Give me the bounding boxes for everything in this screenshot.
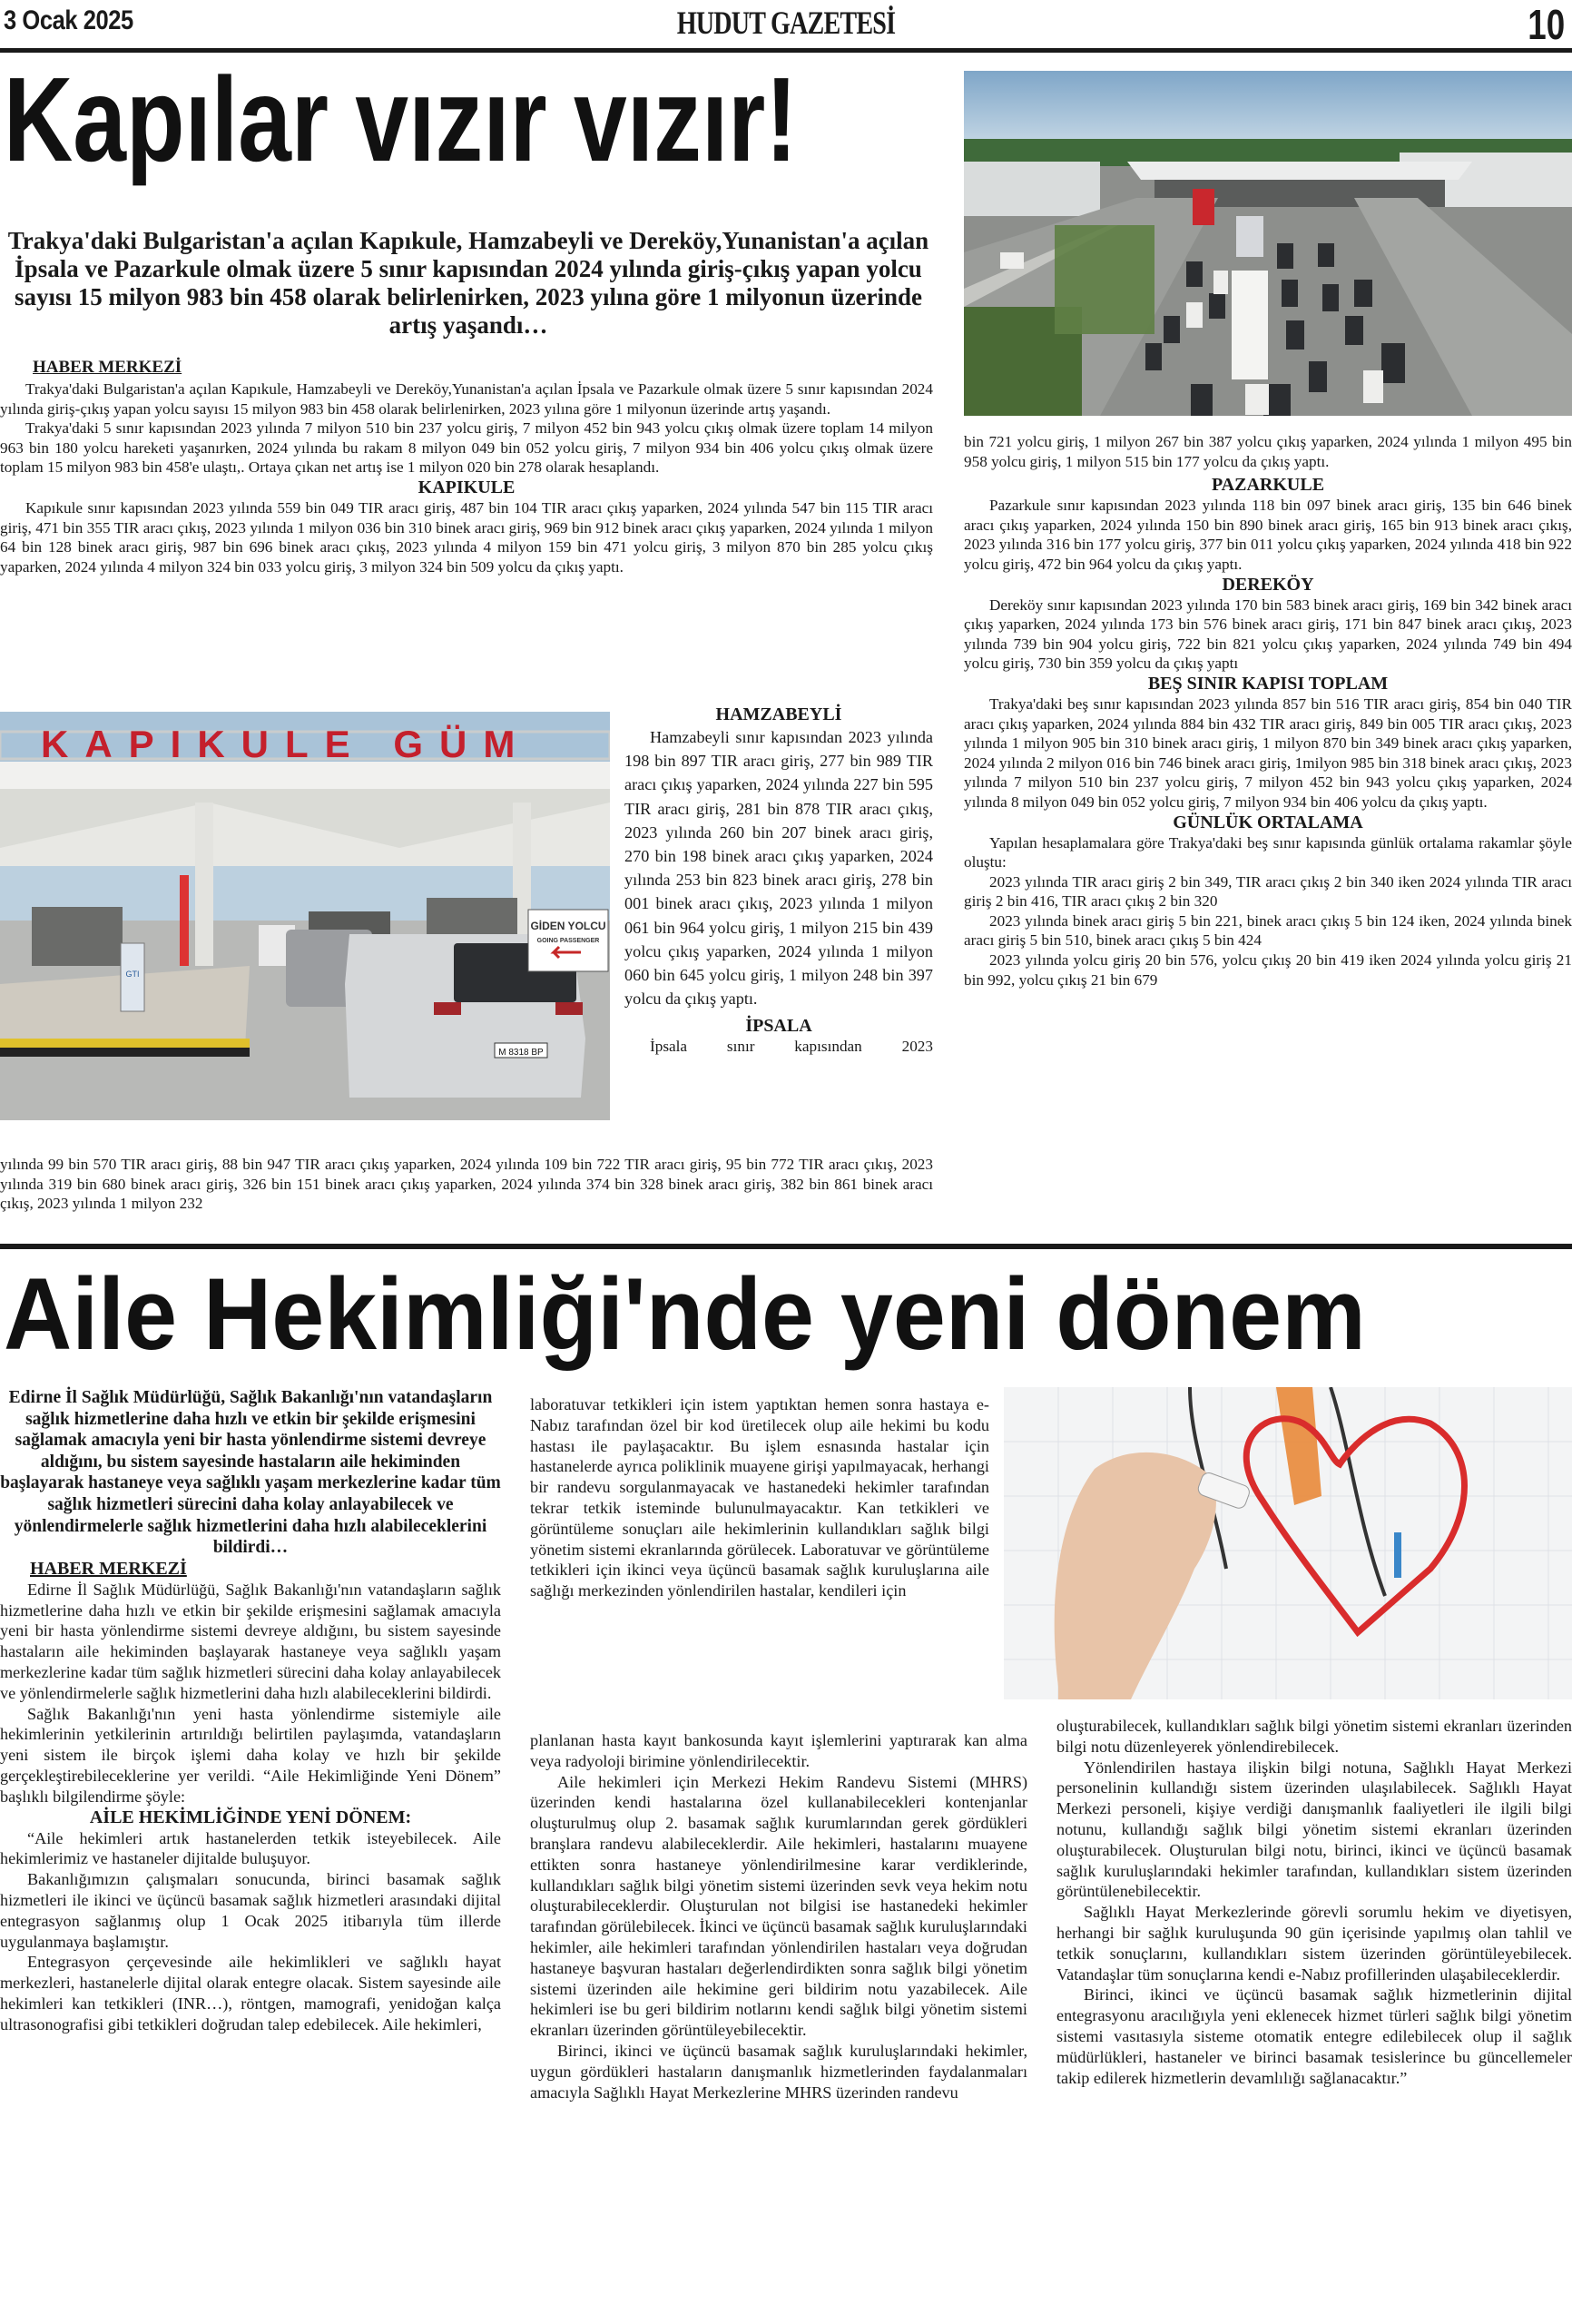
ipsala-continued xyxy=(0,1155,933,1214)
kapikule-gate-image xyxy=(0,712,610,1120)
article2-paragraph: Birinci, ikinci ve üçüncü basamak sağlık hizmetlerinin dijital entegrasyonu aracılığıyla yeni eklenecek hizmet türleri sağlık bilgi yönetim sistemi vasıtasıyla sisteme otomatik entegre edilebilecek olup il sağlık müdürlükleri, hastaneler ve birinci basamak tesislerince bu güncellemeler takip edilerek hizmetlerin devamlılığı sağlanacaktır.” xyxy=(1056,1985,1572,2087)
lane-sign-tr: GİDEN YOLCU xyxy=(530,920,606,932)
article2-paragraph: Sağlık Bakanlığı'nın yeni hasta yönlendirme sistemiyle aile hekimlerinin yetkilerinin artırıldığı belirtilen paylaşımda, vatandaşların yeni sistem ile birçok işlemi daha kolay ve hızlı bir şekilde gerçekleştirebileceklerine yer verildi. “Aile Hekimliğinde Yeni Dönem” başlıklı bilgilendirme şöyle: xyxy=(0,1704,501,1806)
section-text-derekoy: Dereköy sınır kapısından 2023 yılında 170 bin 583 binek aracı giriş, 169 bin 342 binek aracı çıkış yaparken, 2024 yılında 173 bin 576 binek aracı giriş, 171 bin 847 binek aracı çıkış, 2023 yılında 739 bin 904 yolcu giriş, 722 bin 821 yolcu çıkış yaparken, 2024 yılında 749 bin 494 yolcu giriş, 730 bin 359 yolcu da çıkış yaptı xyxy=(964,596,1572,673)
section-text-kapikule: Kapıkule sınır kapısından 2023 yılında 559 bin 049 TIR aracı giriş, 487 bin 104 TIR aracı çıkış yaparken, 2024 yılında 547 bin 115 TIR aracı giriş, 471 bin 355 TIR aracı çıkış, 2023 yılında 1 milyon 036 bin 310 binek aracı giriş, 969 bin 912 binek aracı çıkış yaparken, 2024 yılında 1 milyon 64 bin 128 binek aracı giriş, 987 bin 696 binek aracı çıkış, 2023 yılında 4 milyon 159 bin 471 yolcu giriş, 3 milyon 870 bin 285 yolcu çıkış yaparken, 2024 yılında 4 milyon 324 bin 033 yolcu giriş, 3 milyon 324 bin 509 yolcu da çıkış yaptı. xyxy=(0,498,933,576)
kapikule-photo xyxy=(0,712,610,1120)
gunluk-paragraph: 2023 yılında yolcu giriş 20 bin 576, yolcu çıkış 20 bin 419 iken 2024 yılında yolcu giriş 21 bin 992, yolcu çıkış 21 bin 679 xyxy=(964,951,1572,989)
article2-byline: HABER MERKEZİ xyxy=(30,1558,187,1579)
article1-body-wide xyxy=(0,379,933,576)
doctor-heart-photo xyxy=(1004,1387,1572,1699)
section-text-pazarkule: Pazarkule sınır kapısından 2023 yılında 118 bin 097 binek aracı giriş, 135 bin 646 binek aracı çıkış yaparken, 2024 yılında 150 bin 890 binek aracı giriş, 165 bin 913 binek aracı çıkış, 2023 yılında 316 bin 177 yolcu giriş, 377 bin 011 yolcu çıkış yaparken, 2024 yılında 418 bin 922 yolcu giriş, 472 bin 964 yolcu da çıkış yaptı. xyxy=(964,497,1572,573)
article1-paragraph: Trakya'daki 5 sınır kapısından 2023 yılında 7 milyon 510 bin 237 yolcu giriş, 7 milyon 452 bin 943 yolcu çıkış olmak üzere toplam 14 milyon 963 bin 180 yolcu hareketi yaşanırken, 2024 yılında bu rakam 8 milyon 049 bin 052 yolcu giriş, 7 milyon 934 bin 406 yolcu çıkış olmak üzere toplam 15 milyon 983 bin 458'e ulaştı,. Ortaya çıkan net artış ise 1 milyon 020 bin 278 olarak hesaplandı. xyxy=(0,419,933,477)
article2-column-1 xyxy=(0,1387,501,2034)
section-title-derekoy: DEREKÖY xyxy=(1222,574,1314,595)
section-title-gunluk: GÜNLÜK ORTALAMA xyxy=(1173,812,1363,832)
article1-byline: HABER MERKEZİ xyxy=(33,358,182,377)
article-separator xyxy=(0,1244,1572,1249)
article2-paragraph: planlanan hasta kayıt bankosunda kayıt işlemlerini yaptırarak kan alma veya radyoloji birimine yönlendirilecektir. xyxy=(530,1731,1027,1770)
section-title-ipsala: İPSALA xyxy=(745,1016,812,1037)
gunluk-paragraph: 2023 yılında TIR aracı giriş 2 bin 349, TIR aracı çıkış 2 bin 340 iken 2024 yılında TIR aracı giriş 2 bin 416, TIR aracı çıkış 2 bin 320 xyxy=(964,872,1572,911)
article1-right-column xyxy=(964,432,1572,990)
article2-paragraph: oluşturabilecek, kullandıkları sağlık bilgi yönetim sistemi ekranları üzerinden bilgi notu düzenleyerek yönlendirebilecek. xyxy=(1056,1717,1572,1756)
article2-subhead: AİLE HEKİMLİĞİNDE YENİ DÖNEM: xyxy=(89,1807,412,1827)
section-text-ipsala-end: bin 721 yolcu giriş, 1 milyon 267 bin 387 yolcu çıkış yaparken, 2024 yılında 1 milyon 495 bin 958 yolcu giriş, 1 milyon 515 bin 177 yolcu da çıkış yaptı. xyxy=(964,433,1572,470)
article2-paragraph: Yönlendirilen hastaya ilişkin bilgi notuna, Sağlıklı Hayat Merkezi personelinin kullandığı sistem üzerinden ulaşılabilecek. Sağlıklı Hayat Merkezi personeli, kişiye verdiği danışmanlık faaliyetleri ile ilgili bilgi notunu, kullandığı sağlık bilgi yönetim sistemi ekranları üzerinden oluşturabilecek. Oluşturulan bilgi notu, birinci, ikinci ve üçüncü basamak sağlık kuruluşlarındaki hekimler tarafından, kullandıkları sistem üzerinden görüntülenebilecektir. xyxy=(1056,1758,1572,1901)
article2-column-2-lower xyxy=(530,1730,1027,2102)
section-title-pazarkule: PAZARKULE xyxy=(1211,475,1325,496)
article1-lead: Trakya'daki Bulgaristan'a açılan Kapıkule, Hamzabeyli ve Dereköy,Yunanistan'a açılan İpsala ve Pazarkule olmak üzere 5 sınır kapısından 2024 yılında giriş-çıkış yapan yolcu sayısı 15 milyon 983 bin 458 olarak belirlenirken, 2023 yılına göre 1 milyonun üzerinde artış yaşandı… xyxy=(7,227,929,339)
kapikule-sign: KAPIKULE GÜM xyxy=(41,723,532,765)
article2-column-3 xyxy=(1056,1716,1572,2088)
article2-headline: Aile Hekimliği'nde yeni dönem xyxy=(4,1257,1366,1371)
article2-paragraph: Birinci, ikinci ve üçüncü basamak sağlık kuruluşlarındaki hekimler, uygun gördükleri hastaların danışmanlık hizmetlerinden faydalanmaları amacıyla Sağlıklı Hayat Merkezlerine MHRS üzerinden randevu xyxy=(530,2041,1027,2102)
article2-paragraph: Edirne İl Sağlık Müdürlüğü, Sağlık Bakanlığı'nın vatandaşların sağlık hizmetlerine daha hızlı ve etkin bir şekilde erişmesini sağlamak amacıyla yeni bir hasta yönlendirme sistemi devreye aldığını, bu sistem sayesinde hastaların aile hekiminden başlayarak hastaneye veya sağlıklı yaşam merkezlerine kadar tüm sağlık hizmetleri sürecini daha kolay anlayabilecek ve yönlendirmelerle sağlık hizmetlerini daha hızlı alabileceklerini bildirdi. xyxy=(0,1580,501,1702)
article1-paragraph: Trakya'daki Bulgaristan'a açılan Kapıkule, Hamzabeyli ve Dereköy,Yunanistan'a açılan İpsala ve Pazarkule olmak üzere 5 sınır kapısından 2024 yılında giriş-çıkış yapan yolcu sayısı 15 milyon 983 bin 458 olarak belirlenirken, 2023 yılına göre 1 milyonun üzerinde artış yaşandı. xyxy=(0,380,933,418)
gunluk-paragraph: 2023 yılında binek aracı giriş 5 bin 221, binek aracı çıkış 5 bin 124 iken, 2024 yılında binek aracı giriş 5 bin 510, binek aracı çıkış 5 bin 424 xyxy=(964,911,1572,950)
article2-lead: Edirne İl Sağlık Müdürlüğü, Sağlık Bakanlığı'nın vatandaşların sağlık hizmetlerine daha hızlı ve etkin bir şekilde erişmesini sağlamak amacıyla yeni bir hasta yönlendirme sistemi devreye aldığını, bu sistem sayesinde hastaların aile hekiminden başlayarak hastaneye veya sağlıklı yaşam merkezlerine kadar tüm sağlık hizmetleri sürecini daha kolay anlayabilecek ve yönlendirmelerle sağlık hizmetlerini daha hızlı alabileceklerini bildirdi… xyxy=(0,1388,501,1558)
section-text-ipsala-cont: yılında 99 bin 570 TIR aracı giriş, 88 bin 947 TIR aracı çıkış yaparken, 2024 yılında 109 bin 722 TIR aracı giriş, 95 bin 772 TIR aracı çıkış, 2023 yılında 319 bin 680 binek aracı giriş, 326 bin 151 binek aracı çıkış yaparken, 2024 yılında 374 bin 328 binek aracı giriş, 382 bin 861 binek aracı çıkış, 2023 yılında 1 milyon 232 xyxy=(0,1156,933,1213)
article2-paragraph: Bakanlığımızın çalışmaları sonucunda, birinci basamak sağlık hizmetleri ile ikinci ve üçüncü basamak sağlık hizmetleri arasındaki dijital entegrasyon sağlanmış olup 1 Ocak 2025 itibarıyla tüm illerde uygulanmaya başlamıştır. xyxy=(0,1870,501,1951)
newspaper-name: HUDUT GAZETESİ xyxy=(676,5,896,41)
section-text-ipsala-start: İpsala sınır kapısından 2023 xyxy=(650,1038,933,1056)
section-text-hamzabeyli: Hamzabeyli sınır kapısından 2023 yılında 198 bin 897 TIR aracı giriş, 277 bin 989 TIR aracı çıkış yaparken, 2024 yılında 227 bin 595 TIR aracı giriş, 281 bin 878 TIR aracı çıkış, 2023 yılında 260 bin 207 binek aracı giriş, 270 bin 198 binek aracı çıkış yaparken, 2024 yılında 253 bin 823 binek aracı giriş, 278 bin 001 binek aracı çıkış, 2023 yılında 1 milyon 061 bin 964 yolcu giriş, 1 milyon 215 bin 439 yolcu çıkış yaparken, 2024 yılında 1 milyon 060 bin 645 yolcu giriş, 1 milyon 248 bin 397 yolcu da çıkış yaptı. xyxy=(624,728,933,1009)
page-number: 10 xyxy=(1528,1,1565,48)
issue-date: 3 Ocak 2025 xyxy=(4,5,133,35)
lane-sign-en: GOING PASSENGER xyxy=(536,938,600,944)
article2-paragraph: Sağlıklı Hayat Merkezlerinde görevli sorumlu hekim ve diyetisyen, herhangi bir sağlık kuruluşunda 90 gün içerisinde yapılmış olan tahlil ve tetkik sonuçlarını, kullandıkları sistem üzerinden görüntüleyebilecek. Vatandaşlar tüm sonuçlarına kendi e-Nabız profillerinden ulaşabileceklerdir. xyxy=(1056,1903,1572,1984)
aerial-traffic-image xyxy=(964,71,1572,416)
section-title-toplam: BEŞ SINIR KAPISI TOPLAM xyxy=(1147,673,1389,694)
section-title-kapikule: KAPIKULE xyxy=(418,477,516,497)
kiosk-logo: GTI xyxy=(125,970,140,979)
article2-paragraph: Aile hekimleri için Merkezi Hekim Randevu Sistemi (MHRS) üzerinden kendi hastalarına özel kullanabilecekleri kontenjanlar oluşturulmuş olup 2. basamak sağlık kurumlarından gerek gördükleri branşlara randevu alabileceklerdir. Aile hekimleri, hastalarını muayene ettikten sonra hastaneye yönlendirilmesine karar verdiklerinde, kullandıkları sağlık bilgi yönetim sistemi üzerinden sevk veya hekim notu oluşturabileceklerdir. Oluşturulan not bilgisi ise hastanedeki hekimler tarafından görülebilecek. İkinci ve üçüncü basamak sağlık kuruluşlarındaki hekimler, aile hekimleri tarafından yönlendirilen hastaları veya doğrudan hastaneye başvuran hastaları değerlendirdikten sonra sağlık bilgi yönetim sistemi üzerinden aile hekimine geri bildirim notu yazabilecek. Aile hekimleri ise bu geri bildirim notlarını kendi sağlık bilgi yönetim sistemi ekranları üzerinden görüntüleyebilecektir. xyxy=(530,1772,1027,2040)
gunluk-paragraph: Yapılan hesaplamalara göre Trakya'daki beş sınır kapısında günlük ortalama rakamlar şöyle oluştu: xyxy=(964,833,1572,872)
section-title-hamzabeyli: HAMZABEYLİ xyxy=(715,704,842,724)
doctor-heart-image xyxy=(1004,1387,1572,1699)
article2-column-2-upper xyxy=(530,1394,989,1601)
photo-border-traffic xyxy=(964,71,1572,416)
article2-paragraph: “Aile hekimleri artık hastanelerden tetkik isteyebilecek. Aile hekimlerimiz ve hastaneler dijitalde buluşuyor. xyxy=(0,1828,501,1868)
article1-headline: Kapılar vızır vızır! xyxy=(4,53,798,186)
license-plate: M 8318 BP xyxy=(498,1048,544,1058)
hamzabeyli-column xyxy=(624,704,933,1057)
article2-paragraph: laboratuvar tetkikleri için istem yaptıktan hemen sonra hastaya e-Nabız tarafından özel bir kod üretilecek olup aile hekimi bu kodu hastası ile paylaşacaktır. Bu işlem esnasında hastalar için hastanelerde ayrıca poliklinik muayene girişi yapılmayacak, herhangi bir randevu sorgulanmayacak ve hastanedeki hekimler tarafından tekrar tetkik isteminde bulunulmayacaktır. Kan tetkikleri ve görüntüleme sonuçları aile hekimlerinin kullandıkları sağlık bilgi yönetim sistemi ekranlarında görülecek. Laboratuvar ve görüntüleme tetkikleri için ikinci veya üçüncü basamak sağlık kuruluşlarına aile sağlığı merkezinden yönlendirilen hastalar, kendileri için xyxy=(530,1395,989,1600)
article2-paragraph: Entegrasyon çerçevesinde aile hekimlikleri ve sağlıklı hayat merkezleri, hastanelerle dijital olarak entegre olacak. Sistem sayesinde aile hekimleri kan tetkikleri (INR…), röntgen, mamografi, yenidoğan kalça ultrasonografisi gibi tetkikleri doğrudan talep edebilecek. Aile hekimleri, xyxy=(0,1953,501,2034)
section-text-toplam: Trakya'daki beş sınır kapısından 2023 yılında 857 bin 516 TIR aracı giriş, 854 bin 040 TIR aracı çıkış yaparken, 2024 yılında 884 bin 432 TIR aracı giriş, 849 bin 005 TIR aracı çıkış, 2023 yılında 1 milyon 905 bin 310 binek aracı giriş, 1 milyon 870 bin 349 binek aracı çıkış yaparken, 2024 yılında 2 milyon 016 bin 746 binek aracı giriş, 1milyon 985 bin 318 binek aracı çıkış, 2023 yılında 7 milyon 510 bin 237 yolcu giriş, 7 milyon 452 bin 943 yolcu çıkış yaparken, 2024 yılında 8 milyon 049 bin 052 yolcu giriş, 7 milyon 934 bin 406 yolcu da çıkış yaptı. xyxy=(964,694,1572,811)
